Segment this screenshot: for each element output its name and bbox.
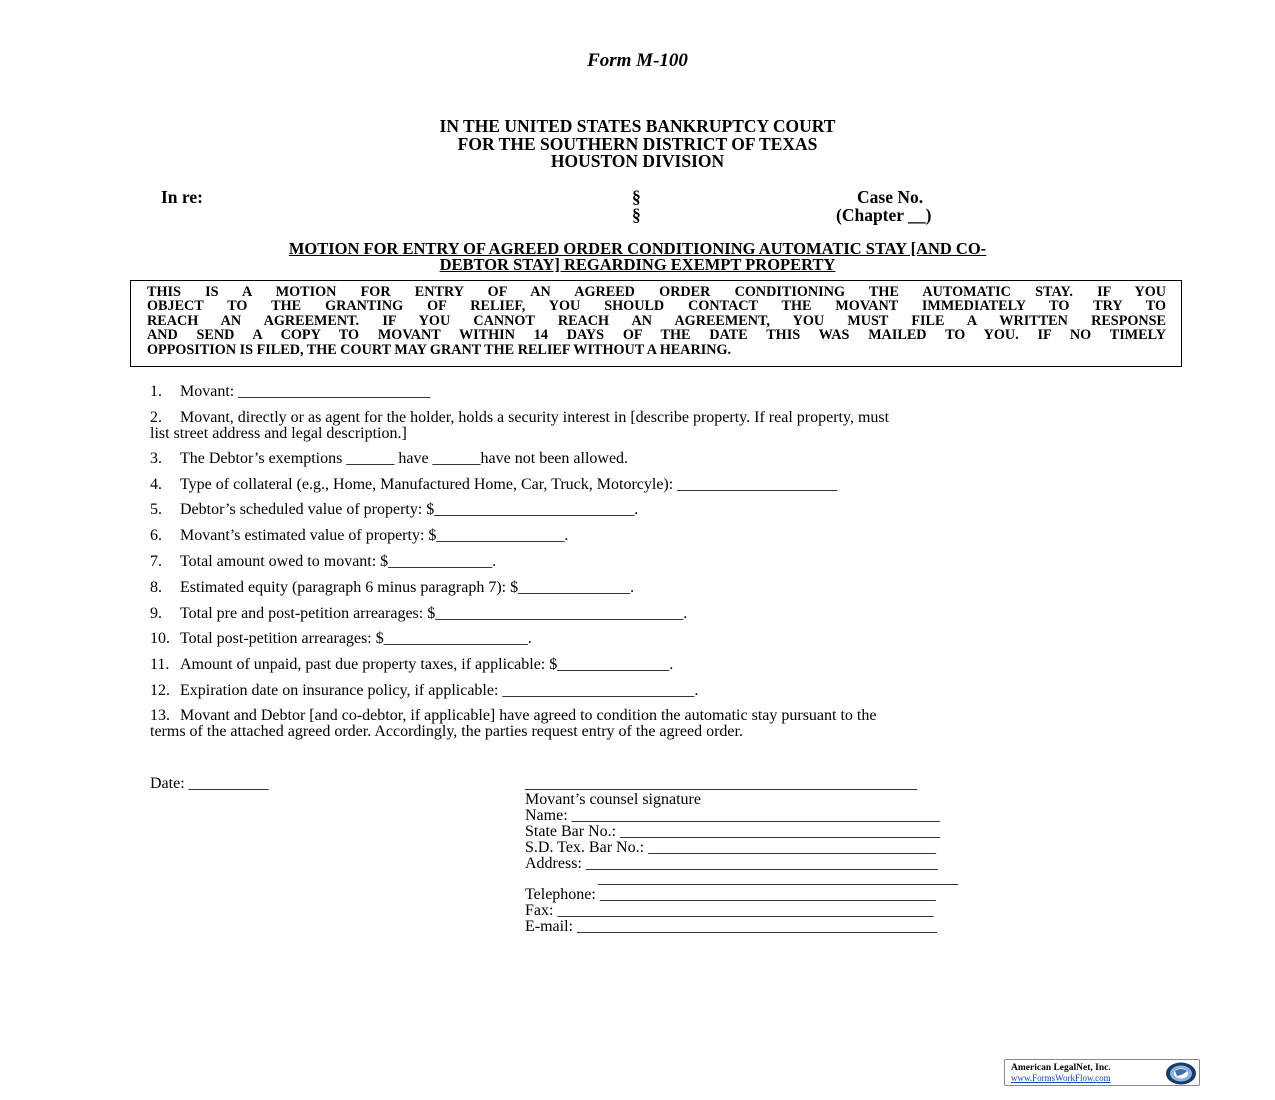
item-text: Total pre and post-petition arrearages: $_______________________________. [180,605,688,622]
item-number: 12. [150,682,170,699]
publisher-link[interactable]: www.FormsWorkFlow.com [1011,1073,1111,1083]
notice-box [130,280,1182,367]
item-number: 2. [150,409,162,426]
item-number: 8. [150,579,162,596]
address-line-2-field[interactable]: _____________________________________________ [598,870,958,887]
name-field[interactable]: Name: ______________________________________________ [525,807,940,824]
item-8 [150,580,1125,596]
item-10 [150,631,1125,647]
item-number: 6. [150,527,162,544]
globe-icon [1161,1061,1197,1086]
item-text: Estimated equity (paragraph 6 minus paragraph 7): $______________. [180,579,635,596]
publisher-name: American LegalNet, Inc. [1011,1063,1111,1073]
item-2 [150,410,1125,442]
state-bar-field[interactable]: State Bar No.: ________________________________________ [525,823,941,840]
item-3 [150,451,1125,467]
address-field[interactable]: Address: ____________________________________________ [525,855,938,872]
notice-line-5: OPPOSITION IS FILED, THE COURT MAY GRANT THE RELIEF WITHOUT A HEARING. [147,341,732,358]
date-field[interactable]: Date: __________ [150,775,269,792]
form-id: Form M-100 [587,50,688,71]
notice-line-3: REACH AN AGREEMENT. IF YOU CANNOT REACH AN AGREEMENT, YOU MUST FILE A WRITTEN RESPONSE [147,312,1166,329]
item-number: 5. [150,501,162,518]
item-12 [150,683,1125,699]
item-13 [150,708,1125,740]
item-text: Movant: ________________________ [180,383,431,400]
signature-line[interactable]: _________________________________________________ [525,775,917,792]
court-line-1: IN THE UNITED STATES BANKRUPTCY COURT [439,116,836,136]
item-number: 10. [150,630,170,647]
notice-line-1: THIS IS A MOTION FOR ENTRY OF AN AGREED ORDER CONDITIONING THE AUTOMATIC STAY. IF YOU [147,284,1166,300]
case-number-label: Case No. [857,187,924,207]
item-text: Type of collateral (e.g., Home, Manufactured Home, Car, Truck, Motorcyle): ____________________ [180,476,838,493]
court-line-3: HOUSTON DIVISION [550,151,725,171]
telephone-field[interactable]: Telephone: __________________________________________ [525,886,936,903]
item-text: Total amount owed to movant: $_____________. [180,553,497,570]
motion-title-line-1: MOTION FOR ENTRY OF AGREED ORDER CONDITIONING AUTOMATIC STAY [AND CO- [288,239,987,258]
notice-line-2: OBJECT TO THE GRANTING OF RELIEF, YOU SHOULD CONTACT THE MOVANT IMMEDIATELY TO TRY TO [147,298,1166,315]
item-number: 7. [150,553,162,570]
item-text: Movant, directly or as agent for the holder, holds a security interest in [describe property. If real property, must [180,409,890,426]
in-re-label: In re: [161,187,203,207]
section-mark-2: § [632,205,641,225]
item-text: Debtor’s scheduled value of property: $_________________________. [180,501,639,518]
signature-label: Movant’s counsel signature [525,791,701,808]
item-text-continued: terms of the attached agreed order. Accordingly, the parties request entry of the agreed order. [150,723,743,740]
item-number: 9. [150,605,162,622]
notice-line-4: AND SEND A COPY TO MOVANT WITHIN 14 DAYS OF THE DATE THIS WAS MAILED TO YOU. IF NO TIMELY [147,327,1166,344]
item-text: Expiration date on insurance policy, if applicable: ________________________. [180,682,699,699]
item-number: 3. [150,450,162,467]
item-text: Movant’s estimated value of property: $________________. [180,527,569,544]
court-line-2: FOR THE SOUTHERN DISTRICT OF TEXAS [457,133,818,154]
item-number: 11. [150,656,170,673]
court-heading [0,118,1275,171]
item-7 [150,554,1125,570]
item-text: Total post-petition arrearages: $__________________. [180,630,532,647]
item-11 [150,657,1125,673]
publisher-logo [1004,1059,1200,1086]
item-number: 1. [150,383,162,400]
item-4 [150,477,1125,493]
chapter-label: (Chapter __) [836,205,932,225]
item-text-continued: list street address and legal description.] [150,425,407,442]
motion-title [180,241,1095,273]
item-text: Movant and Debtor [and co-debtor, if applicable] have agreed to condition the automatic stay pursuant to the [180,707,877,724]
section-mark-1: § [632,187,641,207]
motion-title-line-2: DEBTOR STAY] REGARDING EXEMPT PROPERTY [439,255,836,274]
item-1 [150,384,1125,400]
item-9 [150,606,1125,622]
item-6 [150,528,1125,544]
item-5 [150,502,1125,518]
sd-tex-bar-field[interactable]: S.D. Tex. Bar No.: ____________________________________ [525,839,937,856]
item-text: The Debtor’s exemptions ______ have ______have not been allowed. [180,450,629,467]
item-text: Amount of unpaid, past due property taxes, if applicable: $______________. [180,656,674,673]
item-number: 4. [150,476,162,493]
item-number: 13. [150,707,170,724]
fax-field[interactable]: Fax: _______________________________________________ [525,902,934,919]
email-field[interactable]: E-mail: _____________________________________________ [525,918,937,935]
